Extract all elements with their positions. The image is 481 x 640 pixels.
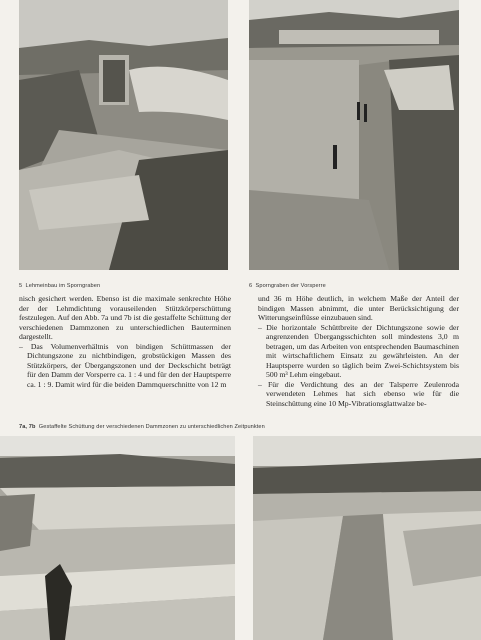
list-item-compaction: – Für die Verdichtung des an der Talsperre Zeulenroda verwendeten Lehmes hat sich ebenso wie für die Steinschüttung eine 10 Mp-Vibrationsglattwalze be- (258, 379, 459, 409)
fig6-caption: Sporngraben der Vorsperre (255, 283, 326, 289)
caption-fig5 (19, 283, 100, 289)
caption-fig7 (19, 424, 265, 430)
photo-clay-placement (19, 0, 228, 270)
fig5-caption: Lehmeinbau im Sporngraben (25, 283, 101, 289)
text-column-right (258, 294, 459, 409)
photo-staged-fill-b (253, 436, 481, 640)
list-item-fill-width: – Die horizontale Schüttbreite der Dichtungszone sowie der angrenzenden Übergangsschichten soll mindestens 3,0 m betragen, um das Arbeiten von entsprechenden Baumaschinen mit wirtschaftlichem Einsatz zu gewährleisten. An der Hauptsperre wurden so täglich beim Zwei-Schichtsystem bis 500 m³ Lehm eingebaut. (258, 322, 459, 380)
fig7-number: 7a, 7b (19, 424, 36, 430)
caption-fig6 (249, 283, 326, 289)
fig5-number: 5 (19, 283, 23, 289)
fig6-number: 6 (249, 283, 253, 289)
paragraph-continuation: und 36 m Höhe deutlich, in welchem Maße der Anteil der bindigen Massen abnimmt, die unter Berücksichtigung der Witterungseinflüsse einzubauen sind. (258, 294, 459, 323)
photo-trench-pre-dam (249, 0, 459, 270)
paragraph-intro: nisch gesichert werden. Ebenso ist die maximale senkrechte Höhe der der Lehmdichtung vorauseilenden Stützkörperschüttung festzulegen. Auf den Abb. 7a und 7b ist die gestaffelte Schüttung der verschiedenen Dammzonen zu unterschiedlichen Bauterminen dargestellt. (19, 294, 231, 342)
list-item-volume-ratio: – Das Volumenverhältnis von bindigen Schüttmassen der Dichtungszone zu nichtbindigen, grobstückigen Massen des Stützkörpers, der Übergangszonen und der Deckschicht beträgt für den Damm der Vorsperre ca. 1 : 4 und für den der Hauptsperre ca. 1 : 9. Damit wird für die beiden Dammquerschnitte von 12 m (19, 341, 231, 389)
text-column-left (19, 294, 231, 389)
photo-staged-fill-a (0, 436, 235, 640)
fig7-caption: Gestaffelte Schüttung der verschiedenen Dammzonen zu unterschiedlichen Zeitpunkten (38, 424, 265, 430)
